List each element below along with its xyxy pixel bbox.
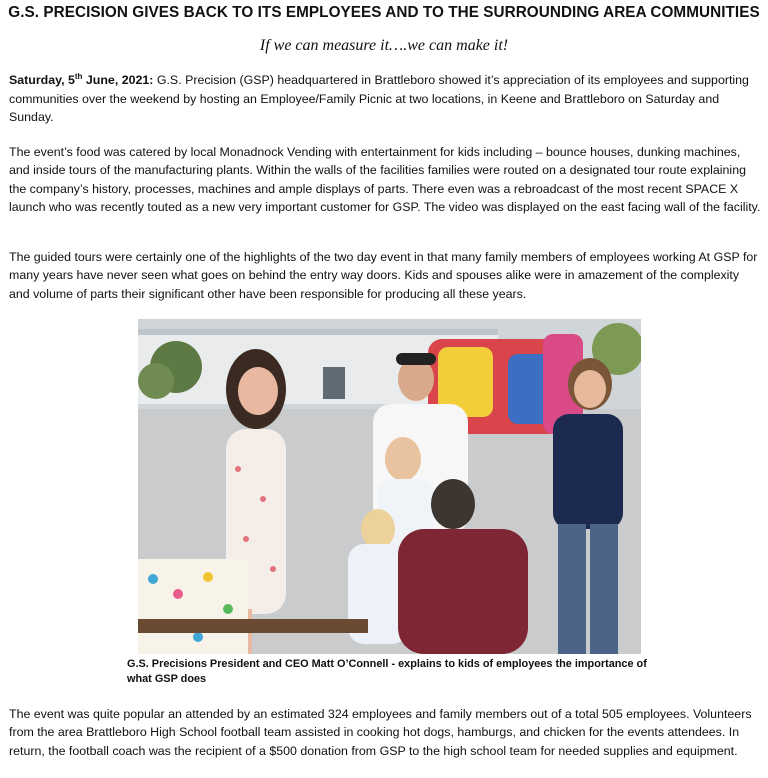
photo-caption: G.S. Precisions President and CEO Matt O’Connell - explains to kids of employees the importance of what GSP does — [127, 658, 647, 686]
paragraph-food-tours: The event’s food was catered by local Monadnock Vending with entertainment for kids including – bounce houses, dunking machines, and inside tours of the manufacturing plants. Within the walls of the facilities families were routed on a designated tour route explaining the company’s history, processes, machines and ample displays of parts. There even was a rebroadcast of the most recent SPACE X launch who was recently touted as a new very important customer for GSP. The video was displayed on the east facing wall of the facility. — [9, 145, 761, 215]
paragraph-intro — [9, 68, 761, 126]
paragraph-intro-text: G.S. Precision (GSP) headquartered in Brattleboro showed it’s appreciation of its employees and supporting communities over the weekend by hosting an Employee/Family Picnic at two locations, in Keene and Brattleboro on Saturday and Sunday. — [9, 73, 749, 124]
article-title: G.S. PRECISION GIVES BACK TO ITS EMPLOYEES AND TO THE SURROUNDING AREA COMMUNITIES — [8, 4, 760, 21]
dateline-suffix: June, 2021: — [82, 73, 154, 88]
article-tagline: If we can measure it….we can make it! — [259, 37, 509, 54]
paragraph-guided-tours: The guided tours were certainly one of the highlights of the two day event in that many family members of employees working At GSP for many years have never seen what goes on behind the entry way doors. Kids and spouses alike were in amazement of the complexity and volume of parts their significant other have been responsible for producing all these years. — [9, 250, 758, 301]
dateline — [9, 73, 153, 87]
paragraph-attendance: The event was quite popular an attended by an estimated 324 employees and family members out of a total 505 employees. Volunteers from the area Brattleboro High School football team assisted in cooking hot dogs, hamburgs, and chicken for the events attendees. In return, the football coach was the recipient of a $500 donation from GSP to the high school team for needed supplies and equipment. — [9, 707, 752, 758]
dateline-sup: th — [74, 72, 83, 81]
event-photo — [138, 319, 641, 654]
dateline-prefix: Saturday, 5 — [9, 73, 75, 88]
